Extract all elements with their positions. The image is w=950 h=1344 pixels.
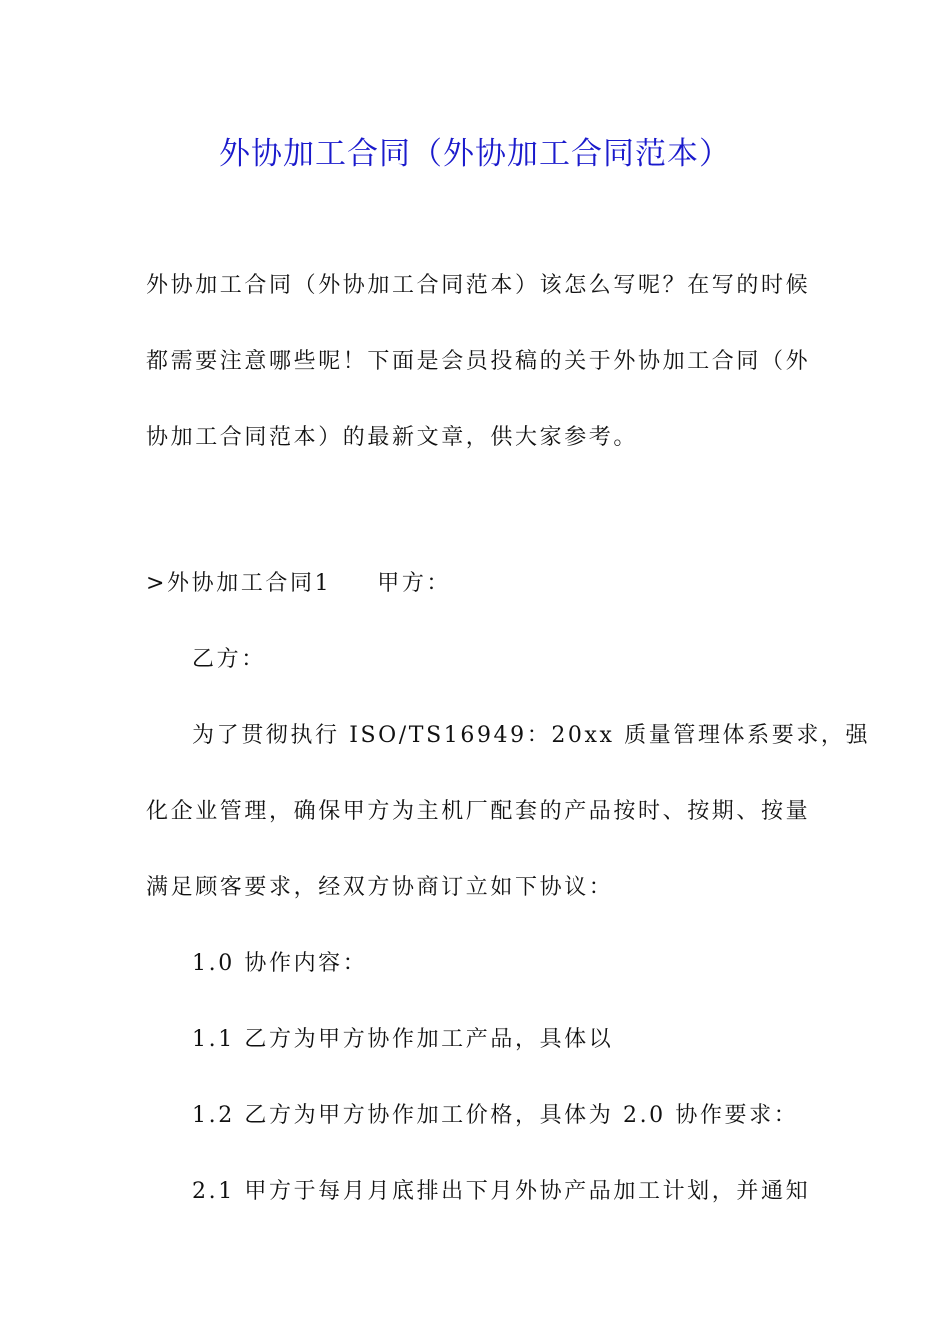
clause-1-2: 1.2 乙方为甲方协作加工价格，具体为 2.0 协作要求： [192, 1103, 799, 1128]
clause-2-1: 2.1 甲方于每月月底排出下月外协产品加工计划，并通知 [192, 1179, 811, 1204]
intro-line-3: 协加工合同范本）的最新文章，供大家参考。 [146, 425, 639, 450]
section-heading-line [146, 546, 812, 622]
intro-line-1: 外协加工合同（外协加工合同范本）该怎么写呢？在写的时候 [146, 273, 811, 298]
party-a-label: 甲方： [377, 571, 452, 596]
body-line-2: 化企业管理，确保甲方为主机厂配套的产品按时、按期、按量 [146, 799, 811, 824]
intro-line-2: 都需要注意哪些呢！下面是会员投稿的关于外协加工合同（外 [146, 349, 811, 374]
body-line-1: 为了贯彻执行 ISO/TS16949：20xx 质量管理体系要求，强 [192, 723, 871, 748]
party-b-label: 乙方： [192, 647, 266, 672]
intro-paragraph [146, 248, 812, 476]
contract-body [146, 546, 871, 1230]
body-line-3: 满足顾客要求，经双方协商订立如下协议： [146, 875, 614, 900]
clause-1-1: 1.1 乙方为甲方协作加工产品，具体以 [192, 1027, 614, 1052]
section-heading: >外协加工合同1 [146, 571, 332, 596]
document-title: 外协加工合同（外协加工合同范本） [219, 136, 731, 172]
clause-1-0: 1.0 协作内容： [192, 951, 368, 976]
